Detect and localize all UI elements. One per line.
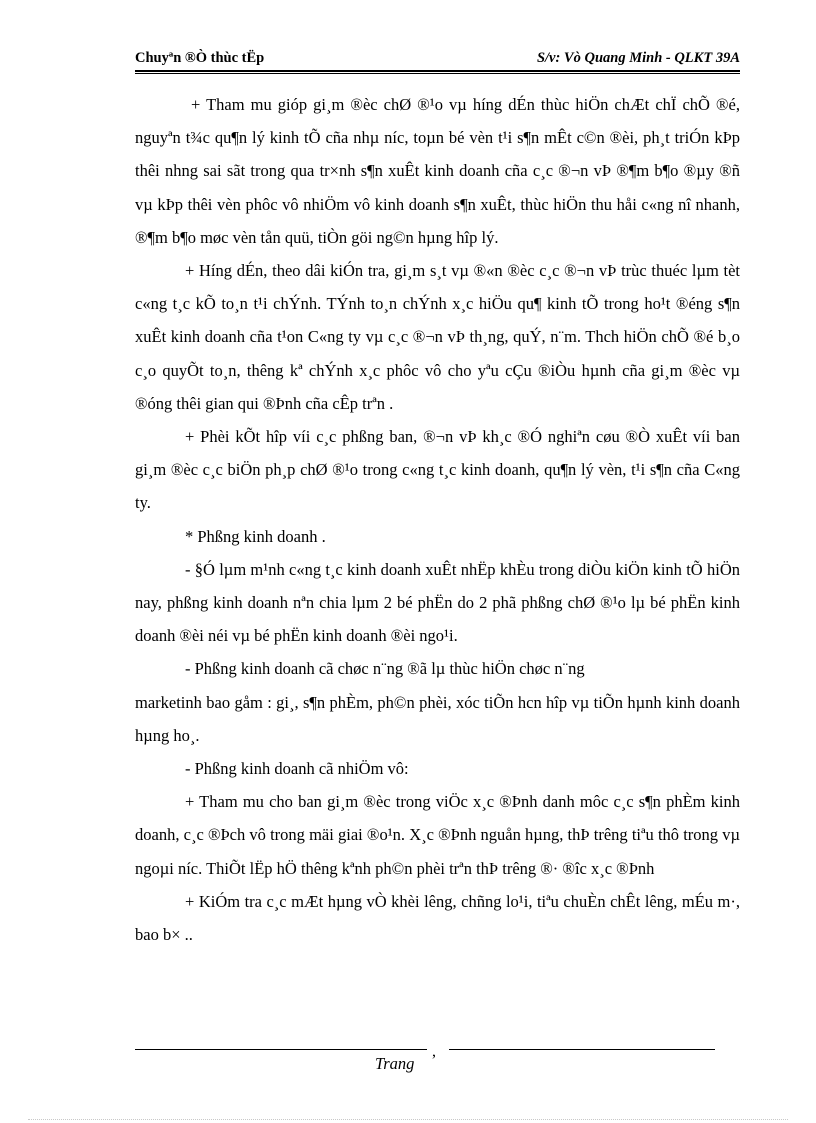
author-label: S/v: Vò Quang Minh - QLKT 39A [536, 50, 740, 66]
header-rule [135, 70, 740, 72]
page-label: Trang [375, 1054, 415, 1073]
body-text [135, 88, 740, 951]
page-edge-dotted [28, 1119, 788, 1120]
document-title: Chuyªn ®Ò thùc tËp [135, 50, 265, 66]
paragraph: + Híng dÉn, theo dâi kiÓn tra, gi¸m s¸t vµ ®«n ®èc c¸c ®¬n vÞ trùc thuéc lµm tèt c«ng t¸c kÕ to¸n t¹i chÝnh. TÝnh to¸n chÝnh x¸c hiÖu qu¶ kinh tÕ trong ho¹t ®éng s¶n xuÊt kinh doanh cña t¹on C«ng ty vµ c¸c ®¬n vÞ th¸ng, quÝ, n¨m. Thch hiÖn chÕ ®é b¸o c¸o quyÕt to¸n, thêng kª chÝnh x¸c phôc vô cho yªu cÇu ®iÒu hµnh cña gi¸m ®èc vµ ®óng thêi gian qui ®Þnh cña cÊp trªn . [135, 261, 740, 413]
page-header [135, 48, 740, 70]
paragraph: - Phßng kinh doanh cã chøc n¨ng ®ã lµ thùc hiÖn chøc n¨ng [185, 659, 585, 679]
header-rule-thin [135, 73, 740, 74]
paragraph: - §Ó lµm m¹nh c«ng t¸c kinh doanh xuÊt nhËp khÈu trong diÒu kiÖn kinh tÕ hiÖn nay, phßng kinh doanh nªn chia lµm 2 bé phËn do 2 phã phßng chØ ®¹o lµ bé phËn kinh doanh ®èi néi vµ bé phËn kinh doanh ®èi ngo¹i. [135, 559, 740, 646]
footer-rule-right [449, 1049, 715, 1050]
footer-mark: , [432, 1043, 436, 1060]
footer-rule-left [135, 1049, 427, 1050]
paragraph: + Tham mu gióp gi¸m ®èc chØ ®¹o vµ híng dÉn thùc hiÖn chÆt chÏ chÕ ®é, nguyªn t¾c qu¶n lý kinh tÕ cña nhµ níc, toµn bé vèn t¹i s¶n mÊt c©n ®èi, ph¸t triÓn kÞp thêi nhng sai sãt trong qua tr×nh s¶n xuÊt kinh doanh cña c¸c ®¬n vÞ ®¶m b¶o ®µy ®ñ vµ kÞp thêi vèn phôc vô nhiÖm vô kinh doanh s¶n xuÊt, thùc hiÖn thu håi c«ng nî nhanh, ®¶m b¶o møc vèn tån quü, tiÒn göi ng©n hµng hîp lý. [135, 95, 740, 247]
paragraph: + KiÓm tra c¸c mÆt hµng vÒ khèi lêng, chñng lo¹i, tiªu chuÈn chÊt lêng, mÉu m·, bao b× .. [135, 891, 740, 945]
paragraph: marketinh bao gåm : gi¸, s¶n phÈm, ph©n phèi, xóc tiÕn hcn hîp vµ tiÕn hµnh kinh doanh hµng ho¸. [135, 692, 740, 745]
section-heading: * Phßng kinh doanh . [185, 526, 326, 546]
paragraph: + Phèi kÕt hîp víi c¸c phßng ban, ®¬n vÞ kh¸c ®Ó nghiªn cøu ®Ò xuÊt víi ban gi¸m ®èc c¸c biÖn ph¸p chØ ®¹o trong c«ng t¸c kinh doanh, qu¶n lý vèn, t¹i s¶n cña C«ng ty. [135, 427, 740, 513]
paragraph: - Phßng kinh doanh cã nhiÖm vô: [185, 759, 409, 779]
paragraph: + Tham mu cho ban gi¸m ®èc trong viÖc x¸c ®Þnh danh môc c¸c s¶n phÈm kinh doanh, c¸c ®Þch vô trong mäi giai ®o¹n. X¸c ®Þnh nguån hµng, thÞ trêng tiªu thô trong vµ ngoµi níc. ThiÕt lËp hÖ thêng kªnh ph©n phèi trªn thÞ trêng ®· ®îc x¸c ®Þnh [135, 792, 740, 878]
